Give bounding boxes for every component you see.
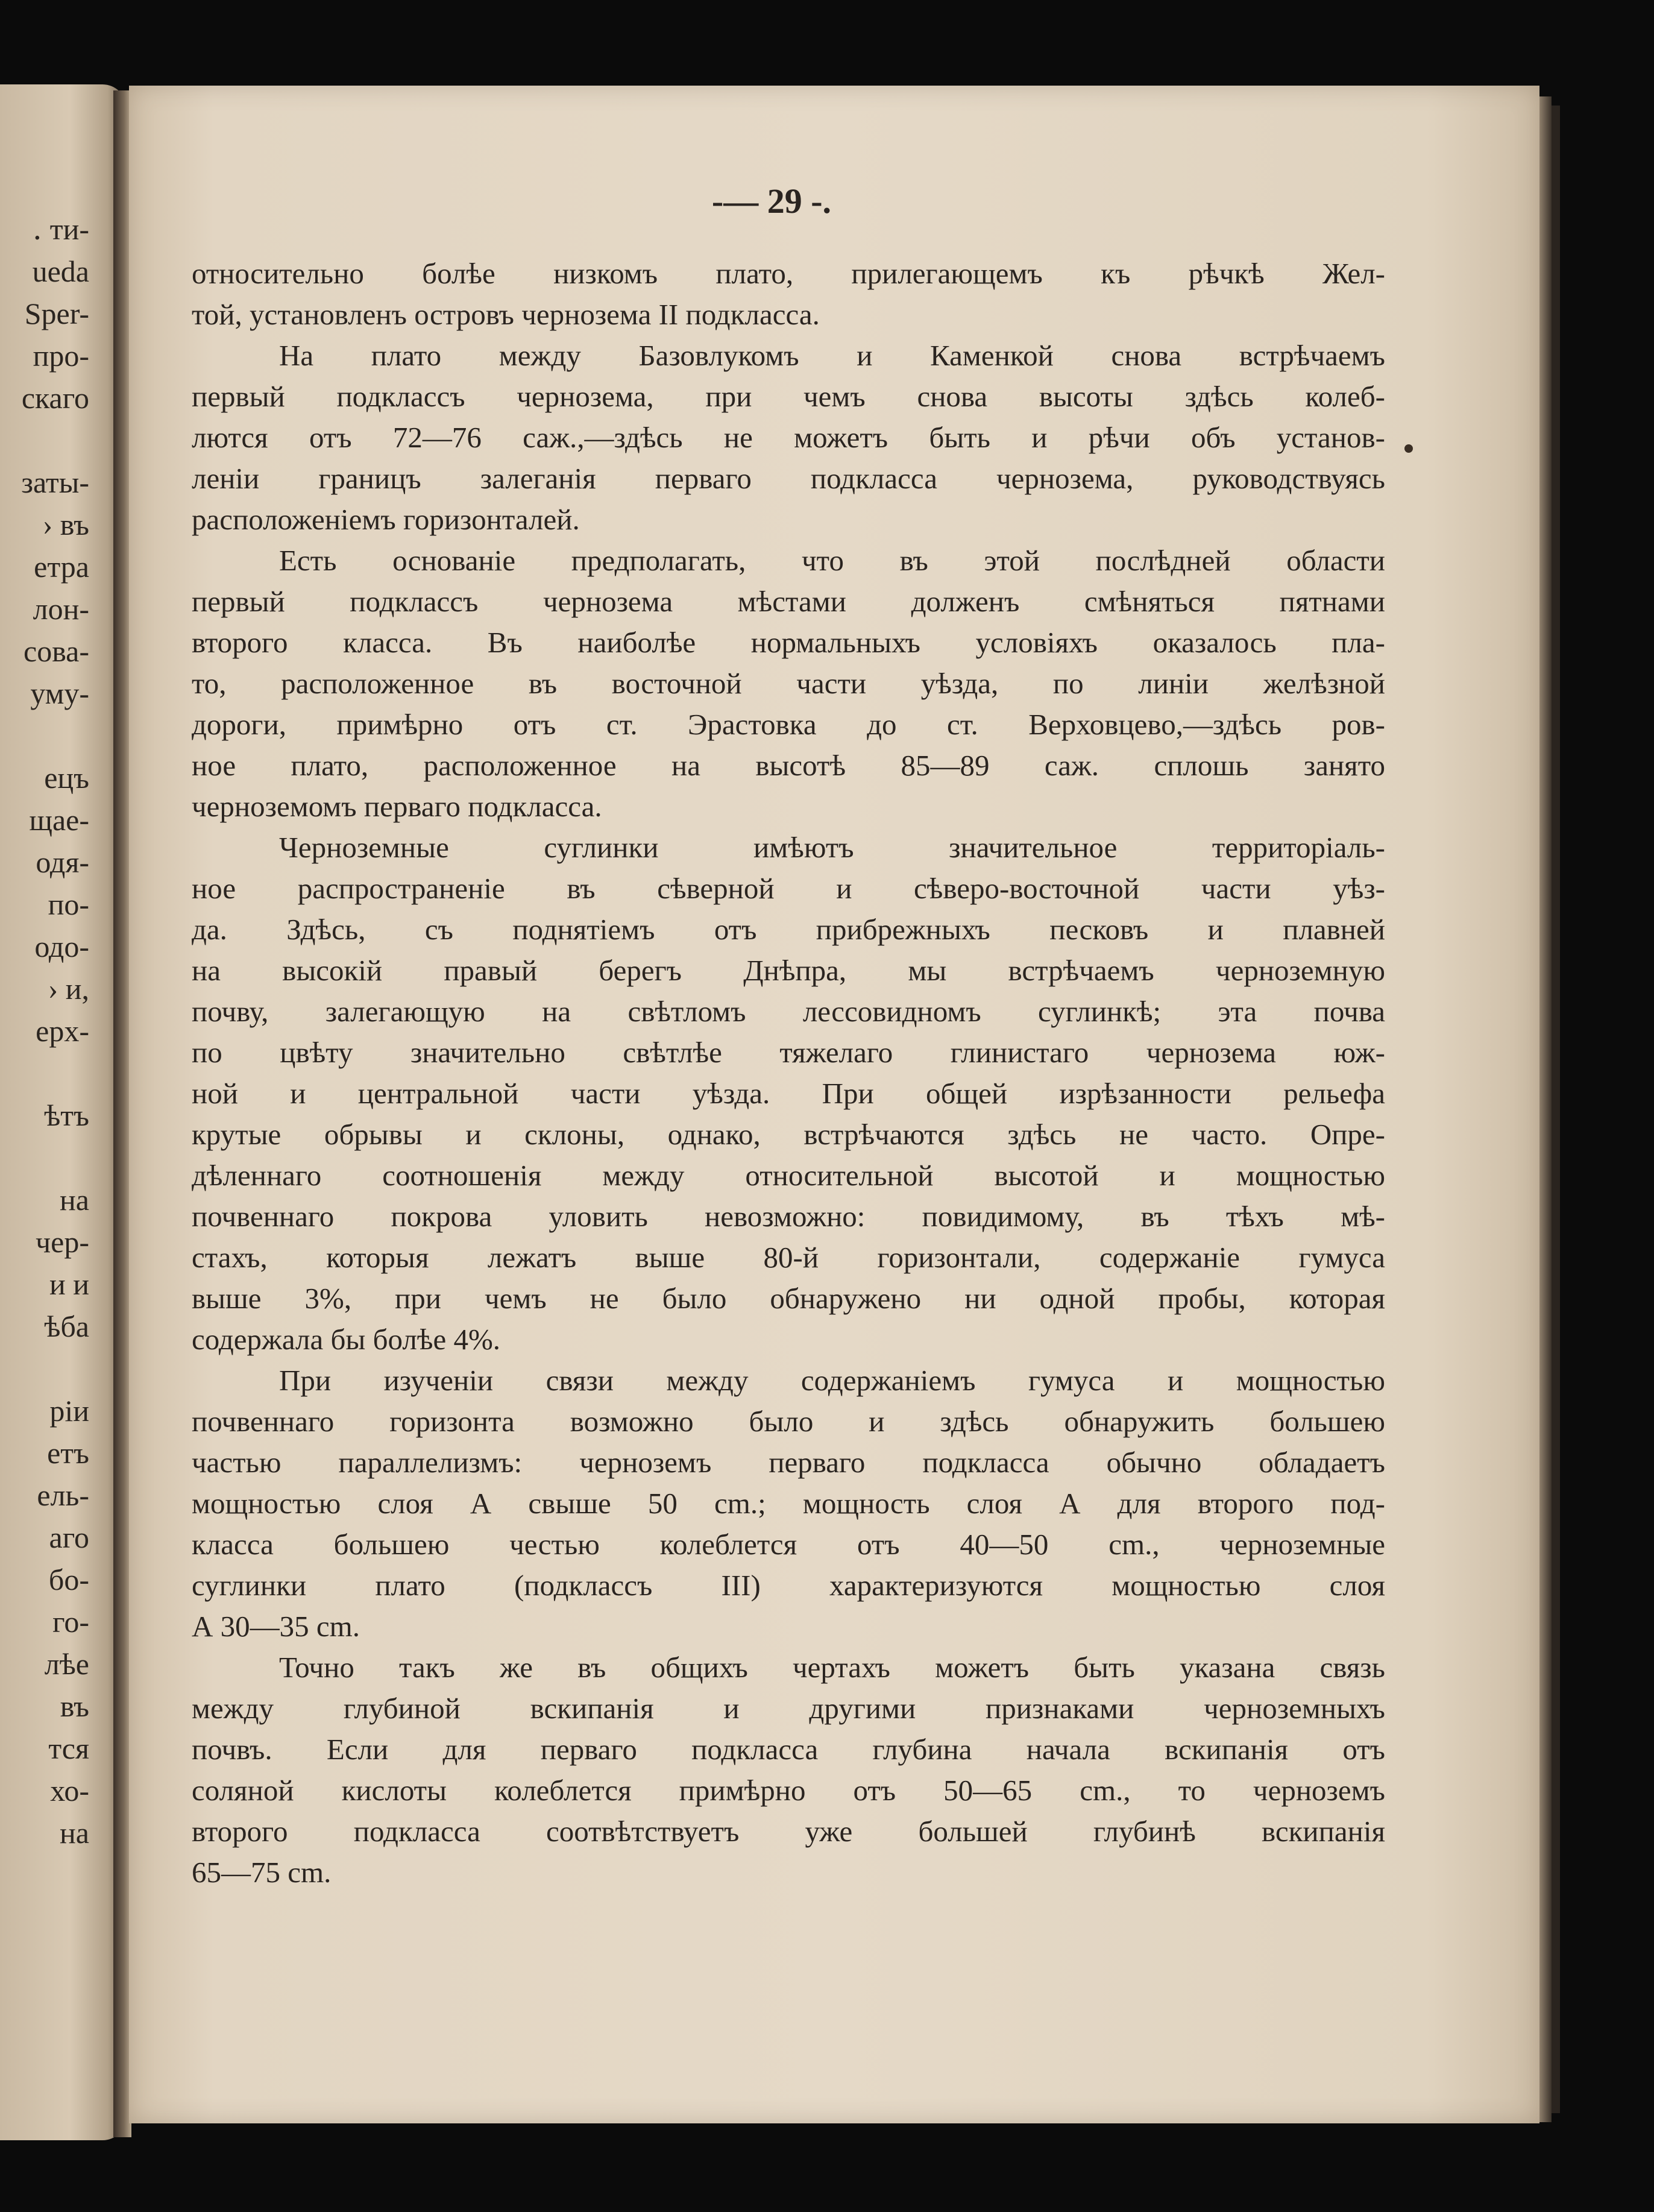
left-fragment-line: одя- xyxy=(36,845,89,879)
text-line: класса большею честью колеблется отъ 40—50 cm., черноземные xyxy=(192,1528,1385,1561)
left-fragment-line: ueda xyxy=(32,254,89,288)
left-fragment-line: ерх- xyxy=(36,1014,89,1048)
text-line: ное распространеніе въ сѣверной и сѣверо-восточной части уѣз- xyxy=(192,872,1385,905)
left-page-text-fragments xyxy=(0,208,89,1854)
text-line: частью параллелизмъ: черноземъ перваго подкласса обычно обладаетъ xyxy=(192,1446,1385,1479)
text-line: относительно болѣе низкомъ плато, прилегающемъ къ рѣчкѣ Жел- xyxy=(192,257,1385,290)
text-line: то, расположенное въ восточной части уѣзда, по линіи желѣзной xyxy=(192,667,1385,700)
left-fragment-line: заты- xyxy=(21,465,89,499)
text-line: почвъ. Если для перваго подкласса глубина начала вскипанія отъ xyxy=(192,1733,1385,1766)
left-fragment-line: ․ ти- xyxy=(32,212,89,246)
text-line: Есть основаніе предполагать, что въ этой послѣдней области xyxy=(279,544,1385,577)
text-line: леніи границъ залеганія перваго подкласса чернозема, руководствуясь xyxy=(192,462,1385,495)
left-fragment-line: етра xyxy=(34,550,89,584)
left-fragment-line: › и, xyxy=(48,972,89,1006)
text-line: А 30—35 cm. xyxy=(192,1610,360,1643)
paragraph xyxy=(192,540,1385,827)
left-fragment-line: лон- xyxy=(33,592,89,626)
text-line: почву, залегающую на свѣтломъ лессовидномъ суглинкѣ; эта почва xyxy=(192,995,1385,1028)
text-line: 65—75 cm. xyxy=(192,1856,332,1889)
text-line: ной и центральной части уѣзда. При общей изрѣзанности рельефа xyxy=(192,1077,1385,1110)
text-line: мощностью слоя А свыше 50 cm.; мощность слоя А для второго под- xyxy=(192,1487,1385,1520)
left-fragment-line: тся xyxy=(48,1731,89,1765)
text-line: стахъ, которыя лежатъ выше 80-й горизонтали, содержаніе гумуса xyxy=(192,1241,1385,1274)
left-fragment-line: хо- xyxy=(50,1774,89,1807)
left-fragment-line: ецъ xyxy=(44,761,89,795)
left-fragment-line xyxy=(0,1347,89,1390)
body-text xyxy=(192,253,1385,1893)
left-fragment-line: одо- xyxy=(34,930,89,963)
left-fragment-line: етъ xyxy=(47,1436,89,1470)
text-line: по цвѣту значительно свѣтлѣе тяжелаго глинистаго чернозема юж- xyxy=(192,1036,1385,1069)
text-line: Точно такъ же въ общихъ чертахъ можетъ быть указана связь xyxy=(279,1651,1385,1684)
left-fragment-line: го- xyxy=(52,1605,89,1639)
left-fragment-line: щае- xyxy=(29,803,89,837)
left-fragment-line: чер- xyxy=(36,1225,89,1259)
text-line: второго класса. Въ наиболѣе нормальныхъ условіяхъ оказалось пла- xyxy=(192,626,1385,659)
page-edge-shadow xyxy=(1539,96,1552,2122)
text-line: дѣленнаго соотношенія между относительной высотой и мощностью xyxy=(192,1159,1385,1192)
page-edge-dark xyxy=(1552,106,1560,2113)
text-line: выше 3%, при чемъ не было обнаружено ни одной пробы, которая xyxy=(192,1282,1385,1315)
left-fragment-line: лѣе xyxy=(44,1647,89,1681)
left-fragment-line xyxy=(0,1136,89,1179)
left-fragment-line: ѣтъ xyxy=(44,1098,89,1132)
left-fragment-line: скаго xyxy=(21,381,89,415)
text-line: первый подклассъ чернозема, при чемъ снова высоты здѣсь колеб- xyxy=(192,380,1385,413)
left-fragment-line: ѣба xyxy=(44,1309,89,1343)
text-line: Черноземные суглинки имѣютъ значительное территоріаль- xyxy=(279,831,1385,864)
left-fragment-line: ель- xyxy=(37,1478,89,1512)
text-line: да. Здѣсь, съ поднятіемъ отъ прибрежныхъ песковъ и плавней xyxy=(192,913,1385,946)
text-line: дороги, примѣрно отъ ст. Эрастовка до ст. Верховцево,—здѣсь ров- xyxy=(192,708,1385,741)
text-line: черноземомъ перваго подкласса. xyxy=(192,790,602,823)
text-line: почвеннаго горизонта возможно было и здѣсь обнаружить большею xyxy=(192,1405,1385,1438)
left-fragment-line: про- xyxy=(33,339,89,373)
text-line: соляной кислоты колеблется примѣрно отъ 50—65 cm., то черноземъ xyxy=(192,1774,1385,1807)
text-line: той, установленъ островъ чернозема II подкласса. xyxy=(192,298,820,331)
left-fragment-line: аго xyxy=(49,1520,89,1554)
left-fragment-line: на xyxy=(60,1816,89,1850)
paragraph xyxy=(192,335,1385,540)
text-line: ное плато, расположенное на высотѣ 85—89 саж. сплошь занято xyxy=(192,749,1385,782)
paragraph xyxy=(192,827,1385,1360)
left-fragment-line: сова- xyxy=(24,634,89,668)
text-line: лются отъ 72—76 саж.,—здѣсь не можетъ быть и рѣчи объ установ- xyxy=(192,421,1385,454)
text-line: суглинки плато (подклассъ III) характеризуются мощностью слоя xyxy=(192,1569,1385,1602)
left-fragment-line: на xyxy=(60,1183,89,1217)
left-fragment-line xyxy=(0,1052,89,1094)
page-number: -— 29 -. xyxy=(711,181,832,221)
text-line: первый подклассъ чернозема мѣстами долженъ смѣняться пятнами xyxy=(192,585,1385,618)
text-line: расположеніемъ горизонталей. xyxy=(192,503,580,536)
text-line: между глубиной вскипанія и другими признаками черноземныхъ xyxy=(192,1692,1385,1725)
left-fragment-line: › въ xyxy=(42,508,89,541)
paragraph xyxy=(192,1360,1385,1647)
text-line: на высокій правый берегъ Днѣпра, мы встрѣчаемъ черноземную xyxy=(192,954,1385,987)
text-line: содержала бы болѣе 4%. xyxy=(192,1323,501,1356)
left-fragment-line: и и xyxy=(49,1267,89,1301)
left-fragment-line xyxy=(0,714,89,757)
left-page-edge xyxy=(0,84,127,2140)
text-line: почвеннаго покрова уловить невозможно: повидимому, въ тѣхъ мѣ- xyxy=(192,1200,1385,1233)
paragraph xyxy=(192,253,1385,335)
left-fragment-line: по- xyxy=(48,887,89,921)
paragraph xyxy=(192,1647,1385,1893)
left-fragment-line: бо- xyxy=(48,1563,89,1596)
left-fragment-line: въ xyxy=(60,1689,89,1723)
text-line: крутые обрывы и склоны, однако, встрѣчаются здѣсь не часто. Опре- xyxy=(192,1118,1385,1151)
left-fragment-line: уму- xyxy=(30,676,89,710)
left-fragment-line: Sper- xyxy=(24,297,89,330)
left-fragment-line: ріи xyxy=(49,1394,89,1428)
text-line: второго подкласса соотвѣтствуетъ уже большей глубинѣ вскипанія xyxy=(192,1815,1385,1848)
text-line: При изученіи связи между содержаніемъ гумуса и мощностью xyxy=(279,1364,1385,1397)
left-fragment-line xyxy=(0,419,89,461)
ink-spot xyxy=(1404,444,1413,453)
text-line: На плато между Базовлукомъ и Каменкой снова встрѣчаемъ xyxy=(279,339,1385,372)
